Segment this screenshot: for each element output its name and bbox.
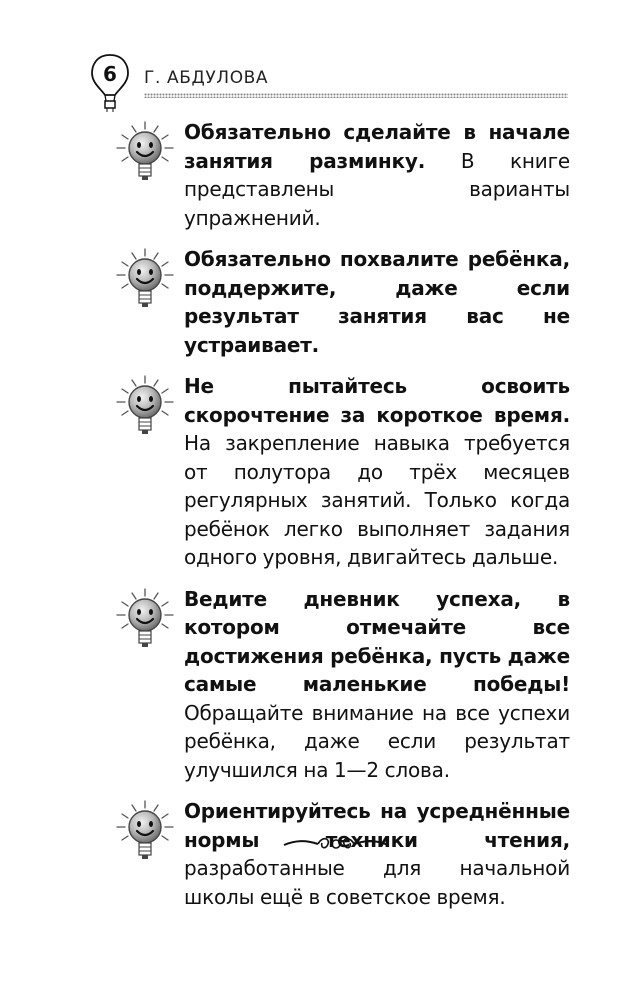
list-item	[120, 118, 570, 232]
tip-plain-text: Обращайте внимание на все успехи ребёнка, даже если результат улучшился на 1—2 слова.	[184, 700, 570, 782]
list-item	[120, 797, 570, 911]
smiling-lightbulb-icon	[114, 587, 176, 653]
smiling-lightbulb-icon	[114, 247, 176, 313]
list-item	[120, 245, 570, 359]
tip-text	[184, 245, 570, 359]
tip-bold-text: Обязательно похвалите ребёнка, поддержите, даже если результат занятия вас не устраивает.	[184, 247, 570, 357]
tip-bold-text: Не пытайтесь освоить скорочтение за короткое время.	[184, 374, 570, 427]
dotted-rule	[144, 93, 568, 98]
page-number: 6	[103, 62, 117, 86]
running-head-author: Г. АБДУЛОВА	[144, 68, 269, 88]
tip-text	[184, 118, 570, 232]
tip-text	[184, 797, 570, 911]
swash-ornament-icon	[282, 834, 390, 854]
list-item	[120, 372, 570, 572]
smiling-lightbulb-icon	[114, 374, 176, 440]
tip-plain-text: В книге представлены варианты упражнений.	[184, 148, 570, 230]
tip-plain-text: разработанные для начальной школы ещё в советское время.	[184, 856, 570, 909]
smiling-lightbulb-icon	[114, 120, 176, 186]
page-header	[88, 52, 568, 112]
tip-text	[184, 585, 570, 785]
tip-bold-text: Ведите дневник успеха, в котором отмечайте все достижения ребёнка, пусть даже самые маленькие победы!	[184, 586, 570, 696]
list-item	[120, 585, 570, 785]
tip-text	[184, 372, 570, 572]
tips-list	[120, 118, 570, 924]
smiling-lightbulb-icon	[114, 799, 176, 865]
tip-plain-text: На закрепление навыка требуется от полутора до трёх месяцев регулярных занятий. Только когда ребёнок легко выполняет задания одного уровня, двигайтесь дальше.	[184, 431, 570, 569]
tip-bold-text: Обязательно сделайте в начале занятия разминку.	[184, 120, 570, 173]
tip-bold-text: Ориентируйтесь на усреднённые нормы техники чтения,	[184, 799, 570, 852]
